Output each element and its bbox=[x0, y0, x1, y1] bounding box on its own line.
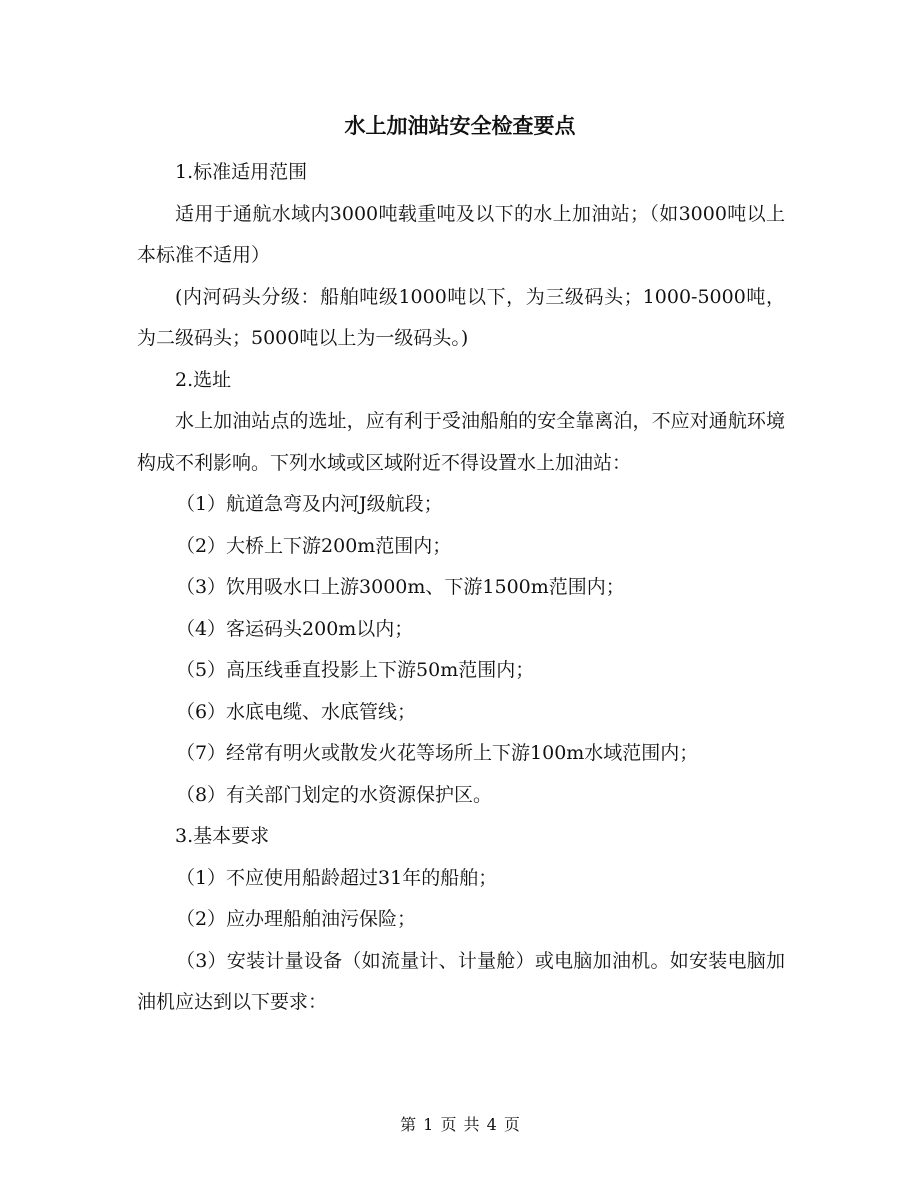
list-item-site-7: （7）经常有明火或散发火花等场所上下游100m水域范围内； bbox=[175, 742, 699, 764]
list-item-site-1: （1）航道急弯及内河J级航段； bbox=[175, 493, 443, 515]
list-item-basic-3: （3）安装计量设备（如流量计、计量舱）或电脑加油机。如安装电脑加油机应达到以下要求： bbox=[137, 949, 785, 1013]
document-title: 水上加油站安全检查要点 bbox=[344, 113, 576, 138]
section-heading-basic: 3.基本要求 bbox=[175, 825, 270, 847]
paragraph-scope: 适用于通航水域内3000吨载重吨及以下的水上加油站；（如3000吨以上本标准不适用） bbox=[137, 202, 785, 266]
list-item-site-5: （5）高压线垂直投影上下游50m范围内； bbox=[175, 659, 535, 681]
list-item-site-3: （3）饮用吸水口上游3000m、下游1500m范围内； bbox=[175, 576, 625, 598]
list-item-site-8: （8）有关部门划定的水资源保护区。 bbox=[175, 783, 493, 806]
section-heading-site: 2.选址 bbox=[175, 368, 232, 391]
list-item-site-4: （4）客运码头200m以内； bbox=[175, 617, 414, 640]
list-item-basic-1: （1）不应使用船龄超过31年的船舶； bbox=[175, 866, 498, 889]
page-footer: 第 1 页 共 4 页 bbox=[400, 1115, 520, 1134]
document-body bbox=[137, 152, 785, 1024]
list-item-basic-2: （2）应办理船舶油污保险； bbox=[175, 908, 417, 930]
section-heading-scope: 1.标准适用范围 bbox=[175, 161, 308, 183]
paragraph-wharf-grading: (内河码头分级：船舶吨级1000吨以下，为三级码头；1000-5000吨，为二级码头；5000吨以上为一级码头。) bbox=[137, 285, 785, 349]
paragraph-site: 水上加油站点的选址，应有利于受油船舶的安全靠离泊，不应对通航环境构成不利影响。下列水域或区域附近不得设置水上加油站： bbox=[137, 410, 785, 474]
list-item-site-6: （6）水底电缆、水底管线； bbox=[175, 700, 417, 723]
list-item-site-2: （2）大桥上下游200m范围内； bbox=[175, 534, 452, 557]
